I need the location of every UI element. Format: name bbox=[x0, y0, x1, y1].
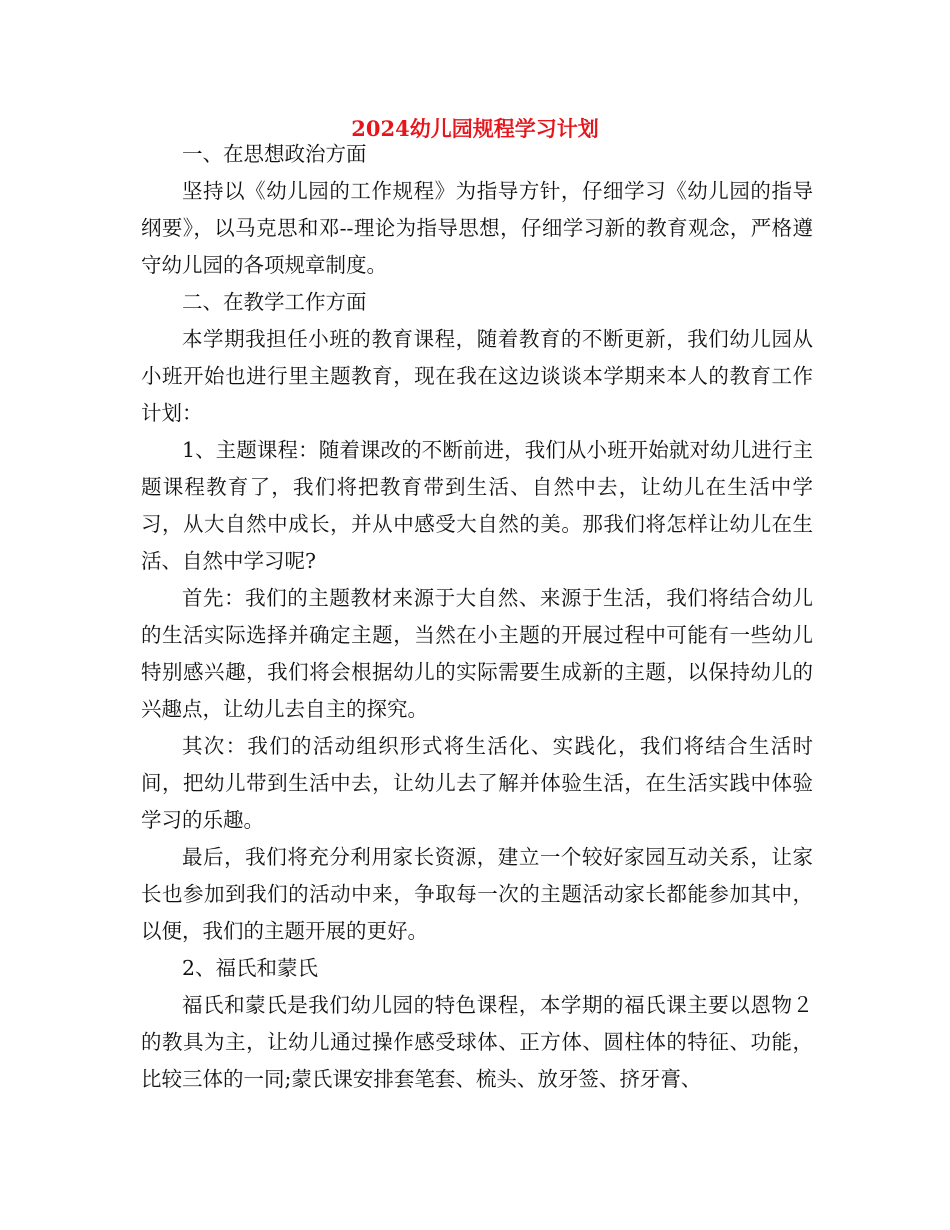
paragraph: 本学期我担任小班的教育课程，随着教育的不断更新，我们幼儿园从小班开始也进行里主题教育，现在我在这边谈谈本学期来本人的教育工作计划： bbox=[141, 327, 813, 425]
paragraph: 其次：我们的活动组织形式将生活化、实践化，我们将结合生活时间，把幼儿带到生活中去，让幼儿去了解并体验生活，在生活实践中体验学习的乐趣。 bbox=[141, 734, 813, 832]
subsection-heading: 2、福氏和蒙氏 bbox=[182, 956, 319, 980]
paragraph: 最后，我们将充分利用家长资源，建立一个较好家园互动关系，让家长也参加到我们的活动中来，争取每一次的主题活动家长都能参加其中，以便，我们的主题开展的更好。 bbox=[141, 845, 813, 943]
section-heading-politics: 一、在思想政治方面 bbox=[182, 142, 367, 166]
paragraph: 福氏和蒙氏是我们幼儿园的特色课程，本学期的福氏课主要以恩物２的教具为主，让幼儿通过操作感受球体、正方体、圆柱体的特征、功能，比较三体的一同;蒙氏课安排套笔套、梳头、放牙签、挤牙膏、 bbox=[141, 993, 813, 1091]
document-title: 2024幼儿园规程学习计划 bbox=[351, 116, 599, 141]
paragraph: 1、主题课程：随着课改的不断前进，我们从小班开始就对幼儿进行主题课程教育了，我们将把教育带到生活、自然中去，让幼儿在生活中学习，从大自然中成长，并从中感受大自然的美。那我们将怎样让幼儿在生活、自然中学习呢? bbox=[141, 438, 813, 573]
paragraph: 首先：我们的主题教材来源于大自然、来源于生活，我们将结合幼儿的生活实际选择并确定主题，当然在小主题的开展过程中可能有一些幼儿特别感兴趣，我们将会根据幼儿的实际需要生成新的主题，以保持幼儿的兴趣点，让幼儿去自主的探究。 bbox=[141, 586, 813, 721]
document-body bbox=[141, 136, 813, 1098]
paragraph: 坚持以《幼儿园的工作规程》为指导方针，仔细学习《幼儿园的指导纲要》，以马克思和邓--理论为指导思想，仔细学习新的教育观念，严格遵守幼儿园的各项规章制度。 bbox=[141, 179, 813, 277]
section-heading-teaching: 二、在教学工作方面 bbox=[182, 290, 367, 314]
